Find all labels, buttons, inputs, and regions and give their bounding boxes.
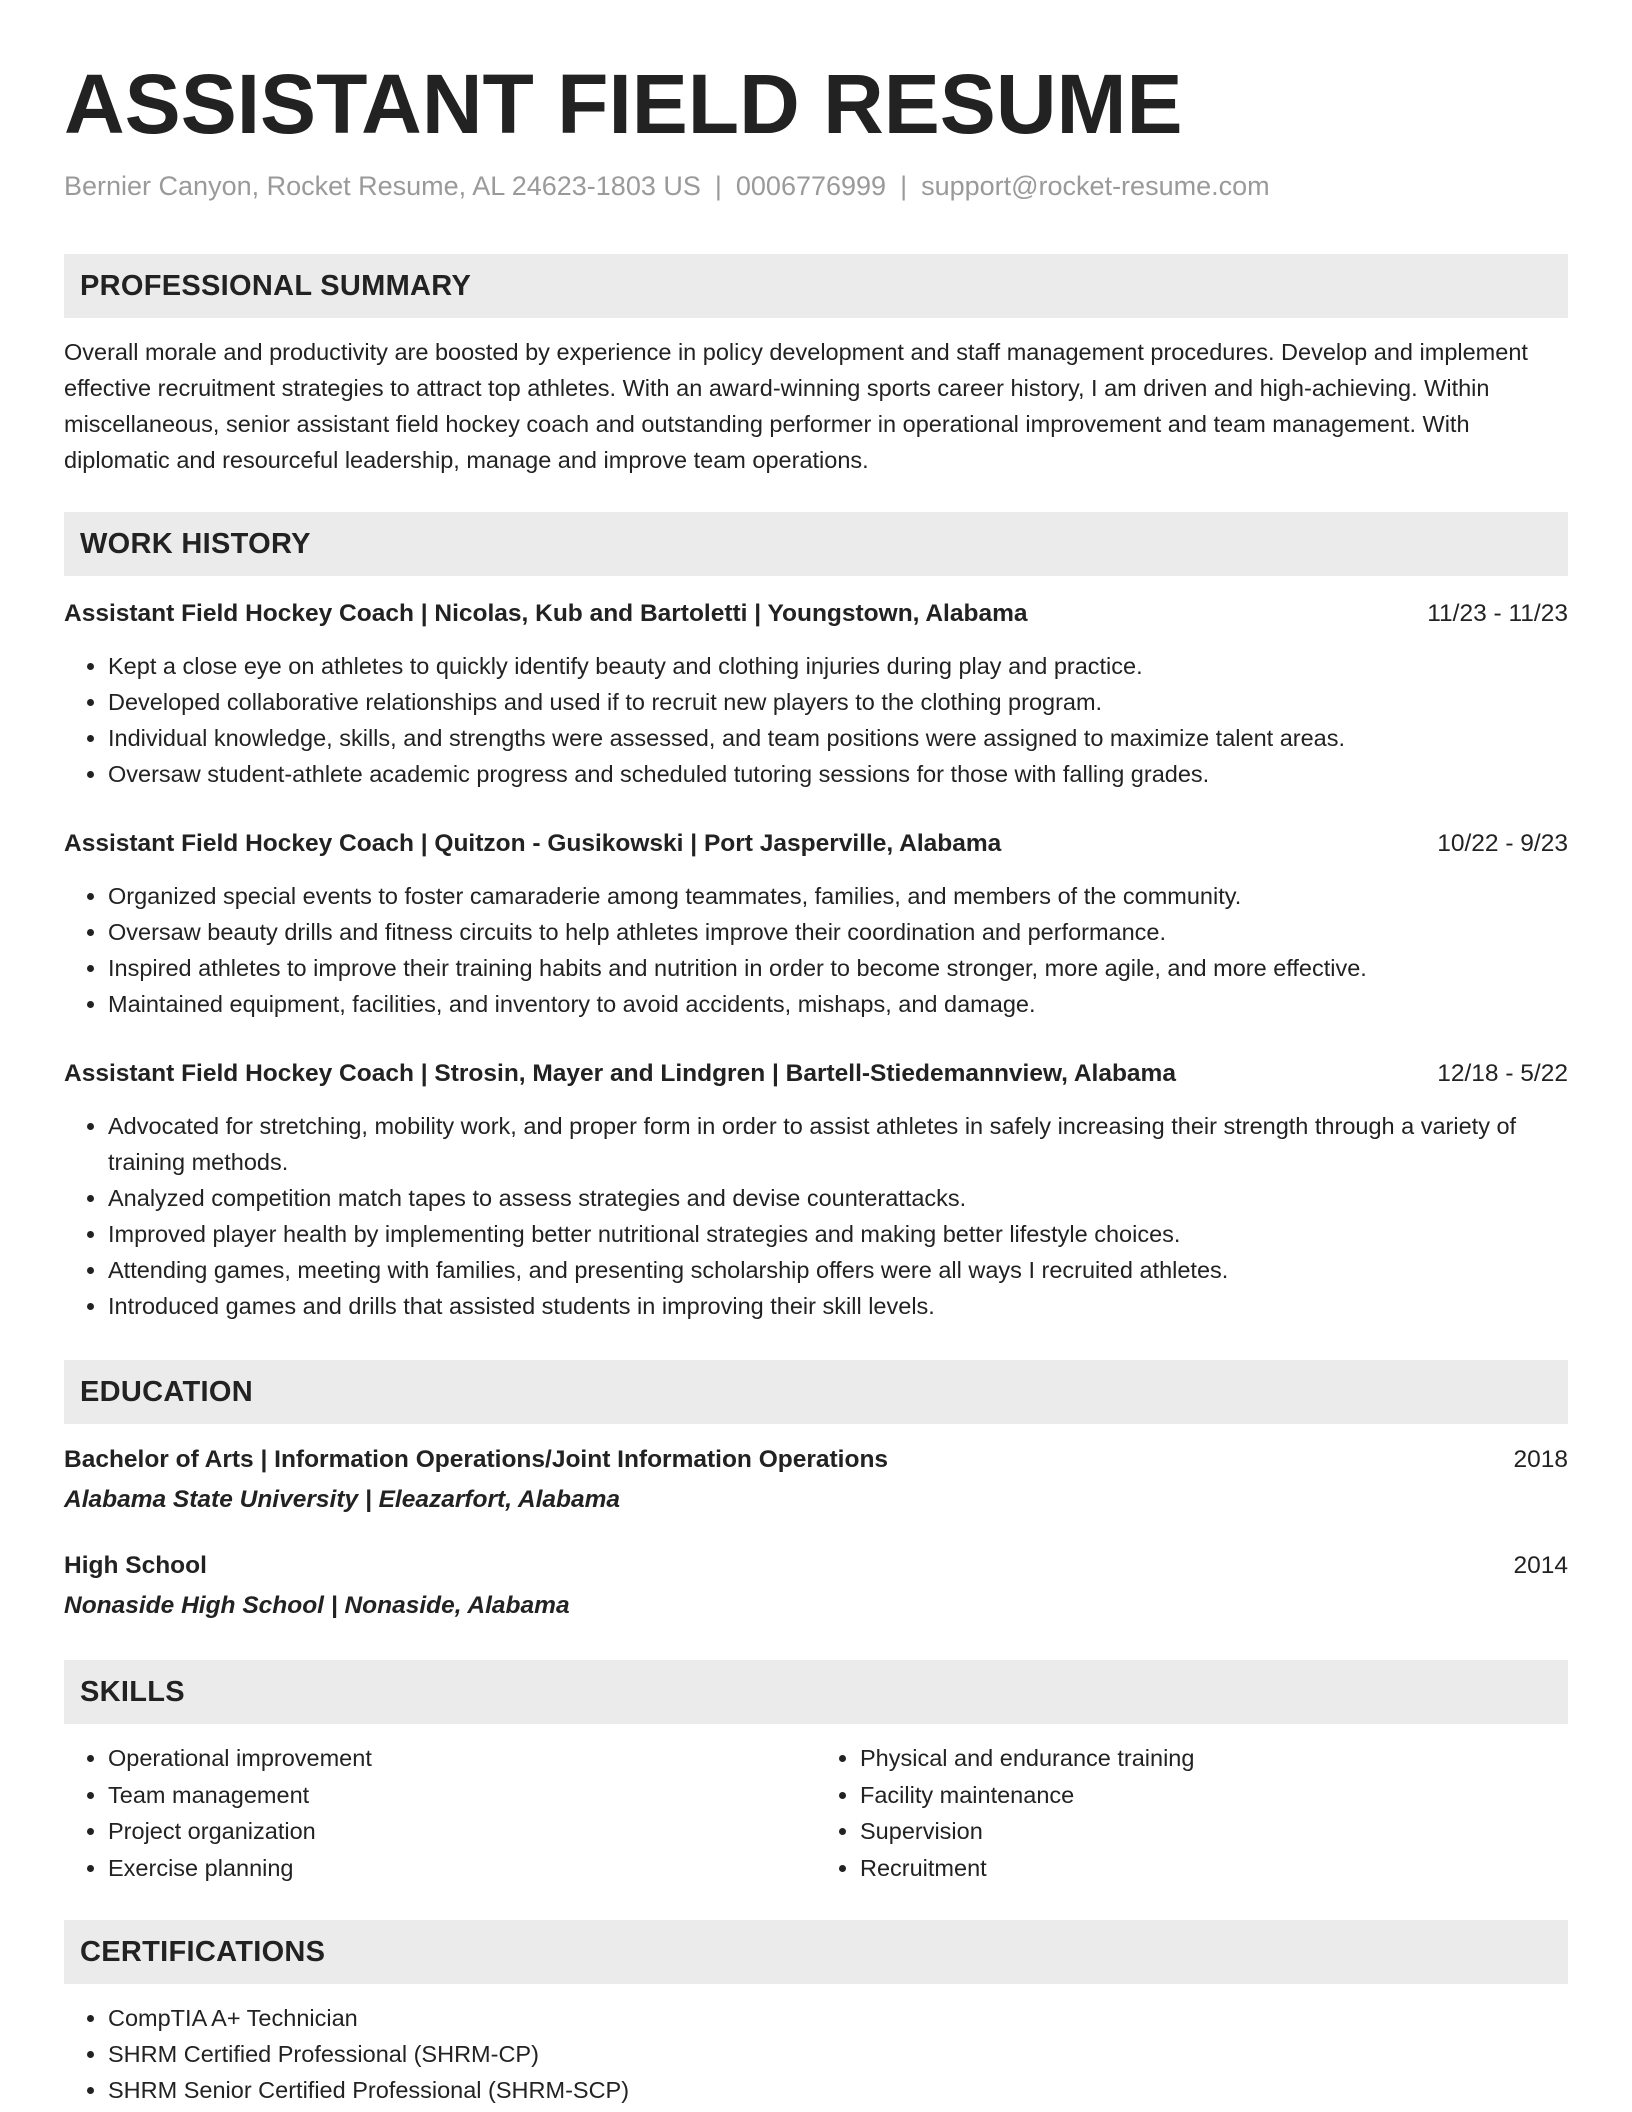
list-item: • Project organization [108, 1813, 816, 1850]
education-school: Alabama State University | Eleazarfort, Alabama [64, 1486, 621, 1513]
job-dates: 12/18 - 5/22 [1437, 1060, 1568, 1087]
list-item: • Introduced games and drills that assisted students in improving their skill levels. [108, 1288, 1568, 1324]
list-item: • Oversaw beauty drills and fitness circuits to help athletes improve their coordination and performance. [108, 914, 1568, 950]
education-school: Nonaside High School | Nonaside, Alabama [64, 1592, 570, 1619]
education-degree: Bachelor of Arts | Information Operations/Joint Information Operations [64, 1446, 889, 1473]
job-dates: 11/23 - 11/23 [1427, 600, 1568, 627]
resume-page [64, 54, 1568, 2108]
contact-line [64, 168, 1568, 204]
job-entry [64, 1056, 1568, 1324]
list-item: • Organized special events to foster camaraderie among teammates, families, and members of the community. [108, 878, 1568, 914]
list-item: • Operational improvement [108, 1740, 816, 1777]
job-title: Assistant Field Hockey Coach | Strosin, Mayer and Lindgren | Bartell-Stiedemannview, Alabama [64, 1060, 1176, 1087]
job-bullets [64, 648, 1568, 792]
education-entry [64, 1442, 1568, 1518]
skills-column-left [64, 1740, 816, 1886]
job-entry [64, 596, 1568, 792]
list-item: • Oversaw student-athlete academic progress and scheduled tutoring sessions for those with falling grades. [108, 756, 1568, 792]
contact-address: Bernier Canyon, Rocket Resume, AL 24623-1803 US [64, 171, 701, 201]
contact-separator: | [900, 171, 908, 201]
list-item: • Maintained equipment, facilities, and inventory to avoid accidents, mishaps, and damage. [108, 986, 1568, 1022]
list-item: • Recruitment [860, 1850, 1568, 1887]
list-item: • Exercise planning [108, 1850, 816, 1887]
list-item: • CompTIA A+ Technician [108, 2000, 1568, 2036]
job-dates: 10/22 - 9/23 [1437, 830, 1568, 857]
section-heading-education: EDUCATION [64, 1360, 1568, 1424]
summary-text: Overall morale and productivity are boosted by experience in policy development and staff management procedures. Develop and implement effective recruitment strategies to attract top athletes. With an award-winning sports career history, I am driven and high-achieving. Within miscellaneous, senior assistant field hockey coach and outstanding performer in operational improvement and team management. With diplomatic and resourceful leadership, manage and improve team operations. [64, 339, 1528, 473]
list-item: • Individual knowledge, skills, and strengths were assessed, and team positions were assigned to maximize talent areas. [108, 720, 1568, 756]
resume-title: ASSISTANT FIELD RESUME [64, 57, 1183, 151]
skills-column-right [816, 1740, 1568, 1886]
list-item: • Facility maintenance [860, 1777, 1568, 1814]
education-entry [64, 1548, 1568, 1624]
list-item: • SHRM Senior Certified Professional (SHRM-SCP) [108, 2072, 1568, 2108]
contact-phone: 0006776999 [735, 171, 887, 201]
section-heading-skills: SKILLS [64, 1660, 1568, 1724]
contact-email[interactable]: support@rocket-resume.com [921, 171, 1270, 201]
job-bullets [64, 1108, 1568, 1324]
section-heading-summary: PROFESSIONAL SUMMARY [64, 254, 1568, 318]
section-heading-certifications: CERTIFICATIONS [64, 1920, 1568, 1984]
job-title: Assistant Field Hockey Coach | Quitzon - Gusikowski | Port Jasperville, Alabama [64, 830, 1002, 857]
list-item: • Inspired athletes to improve their training habits and nutrition in order to become stronger, more agile, and more effective. [108, 950, 1568, 986]
section-heading-work-history: WORK HISTORY [64, 512, 1568, 576]
certifications-list [64, 2000, 1568, 2108]
list-item: • Physical and endurance training [860, 1740, 1568, 1777]
list-item: • Kept a close eye on athletes to quickly identify beauty and clothing injuries during play and practice. [108, 648, 1568, 684]
list-item: • Advocated for stretching, mobility work, and proper form in order to assist athletes in safely increasing their strength through a variety of training methods. [108, 1108, 1568, 1180]
education-year: 2018 [1513, 1446, 1568, 1473]
list-item: • SHRM Certified Professional (SHRM-CP) [108, 2036, 1568, 2072]
job-title: Assistant Field Hockey Coach | Nicolas, Kub and Bartoletti | Youngstown, Alabama [64, 600, 1028, 627]
education-year: 2014 [1513, 1552, 1568, 1579]
list-item: • Developed collaborative relationships and used if to recruit new players to the clothing program. [108, 684, 1568, 720]
list-item: • Improved player health by implementing better nutritional strategies and making better lifestyle choices. [108, 1216, 1568, 1252]
skills-list [64, 1740, 1568, 1886]
list-item: • Supervision [860, 1813, 1568, 1850]
list-item: • Analyzed competition match tapes to assess strategies and devise counterattacks. [108, 1180, 1568, 1216]
list-item: • Team management [108, 1777, 816, 1814]
education-degree: High School [64, 1552, 207, 1579]
job-entry [64, 826, 1568, 1022]
contact-separator: | [714, 171, 722, 201]
job-bullets [64, 878, 1568, 1022]
list-item: • Attending games, meeting with families, and presenting scholarship offers were all ways I recruited athletes. [108, 1252, 1568, 1288]
